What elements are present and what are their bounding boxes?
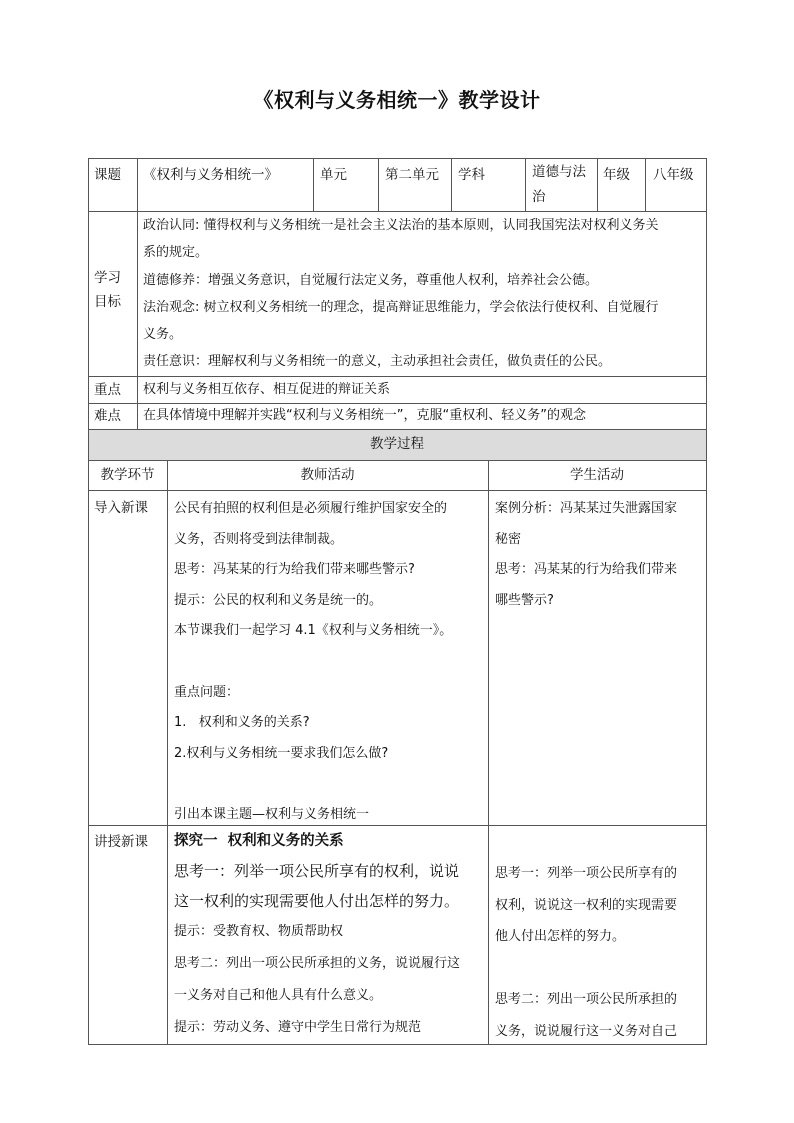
teacher-line: 本节课我们一起学习 4.1《权利与义务相统一》。	[174, 623, 453, 639]
lecture-stage: 讲授新课	[94, 834, 148, 850]
subject-value-line: 道德与法	[532, 164, 586, 180]
column-header-student: 学生活动	[570, 467, 624, 483]
teacher-line: 这一权利的实现需要他人付出怎样的努力。	[174, 892, 460, 910]
table-border	[137, 158, 138, 429]
teacher-heading: 探究一 权利和义务的关系	[174, 833, 344, 849]
teacher-line: 提示：受教育权、物质帮助权	[174, 924, 344, 939]
objectives-label-line: 目标	[94, 294, 121, 310]
table-border	[88, 460, 707, 461]
student-line	[495, 953, 705, 985]
objectives-label-line: 学习	[94, 270, 121, 286]
student-line: 义务，说说履行这一义务对自己	[495, 1023, 678, 1039]
student-line: 哪些警示?	[495, 592, 554, 608]
teacher-line: 思考：冯某某的行为给我们带来哪些警示?	[174, 562, 415, 578]
teacher-line: 公民有拍照的权利但是必须履行维护国家安全的	[174, 501, 448, 516]
teacher-line: 思考一：列举一项公民所享有的权利，说说	[174, 862, 460, 880]
objectives-content	[143, 212, 705, 376]
teacher-line: 一义务对自己和他人具有什么意义。	[174, 988, 383, 1003]
table-border	[88, 490, 707, 491]
table-border	[88, 429, 707, 430]
student-line: 思考二：列出一项公民所承担的	[495, 992, 678, 1007]
column-header-stage: 教学环节	[100, 467, 155, 483]
teacher-line: 提示：公民的权利和义务是统一的。	[174, 592, 383, 608]
column-header-teacher: 教师活动	[300, 467, 355, 483]
key-point-value: 权利与义务相互依存、相互促进的辩证关系	[143, 382, 391, 397]
topic-value: 《权利与义务相统一》	[143, 167, 278, 183]
teacher-line	[174, 647, 486, 678]
teacher-line: 重点问题：	[174, 684, 240, 700]
grade-value: 八年级	[653, 167, 694, 183]
teacher-line	[174, 769, 486, 800]
intro-stage: 导入新课	[94, 500, 148, 516]
student-line: 秘密	[495, 531, 522, 547]
lecture-student-activity	[495, 858, 705, 1047]
teacher-line: 1. 权利和义务的关系?	[174, 715, 310, 731]
key-point-label: 重点	[94, 382, 121, 398]
table-border	[488, 460, 489, 1045]
unit-label: 单元	[320, 167, 347, 183]
intro-student-activity	[495, 494, 705, 616]
table-border	[88, 158, 707, 159]
topic-label: 课题	[94, 167, 121, 183]
student-line: 权利，说说这一权利的实现需要	[495, 897, 678, 913]
teacher-line: 义务，否则将受到法律制裁。	[174, 531, 344, 547]
subject-label: 学科	[458, 167, 485, 183]
student-line: 案例分析：冯某某过失泄露国家	[495, 501, 678, 516]
table-border	[645, 158, 646, 211]
table-border	[167, 460, 168, 1045]
table-border	[451, 158, 452, 211]
student-line: 思考一：列举一项公民所享有的	[495, 866, 678, 881]
difficulty-value: 在具体情境中理解并实践“权利与义务相统一”，克服“重权利、轻义务”的观念	[143, 408, 586, 423]
student-line: 他人付出怎样的努力。	[495, 929, 626, 944]
teacher-line: 提示：劳动义务、遵守中学生日常行为规范	[174, 1020, 422, 1035]
lecture-teacher-activity	[174, 826, 486, 1044]
objectives-label	[94, 266, 136, 314]
objective-line: 政治认同: 懂得权利与义务相统一是社会主义法治的基本原则，认同我国宪法对权利义务关	[143, 218, 659, 233]
document-title: 《权利与义务相统一》教学设计	[253, 88, 541, 112]
subject-value-line: 治	[532, 189, 546, 205]
table-border	[525, 158, 526, 211]
objective-line: 系的规定。	[143, 245, 209, 261]
subject-value	[532, 160, 596, 210]
objective-line: 法治观念: 树立权利义务相统一的理念，提高辩证思维能力，学会依法行使权利、自觉履行	[143, 299, 659, 315]
intro-teacher-activity	[174, 494, 486, 831]
difficulty-label: 难点	[94, 408, 121, 424]
table-border	[706, 158, 707, 1045]
teacher-line: 思考二：列出一项公民所承担的义务，说说履行这	[174, 956, 461, 971]
table-border	[378, 158, 379, 211]
unit-value: 第二单元	[385, 167, 439, 183]
student-line: 思考：冯某某的行为给我们带来	[495, 562, 678, 578]
table-border	[88, 158, 89, 1045]
objective-line: 责任意识：理解权利与义务相统一的意义，主动承担社会责任，做负责任的公民。	[143, 354, 612, 370]
table-border	[313, 158, 314, 211]
teacher-line: 引出本课主题—权利与义务相统一	[174, 806, 370, 822]
teacher-line: 2.权利与义务相统一要求我们怎么做?	[174, 745, 389, 761]
objective-line: 道德修养：增强义务意识，自觉履行法定义务，尊重他人权利，培养社会公德。	[143, 272, 599, 288]
objective-line: 义务。	[143, 327, 183, 343]
grade-label: 年级	[603, 167, 630, 183]
table-border	[597, 158, 598, 211]
process-header: 教学过程	[370, 436, 424, 452]
